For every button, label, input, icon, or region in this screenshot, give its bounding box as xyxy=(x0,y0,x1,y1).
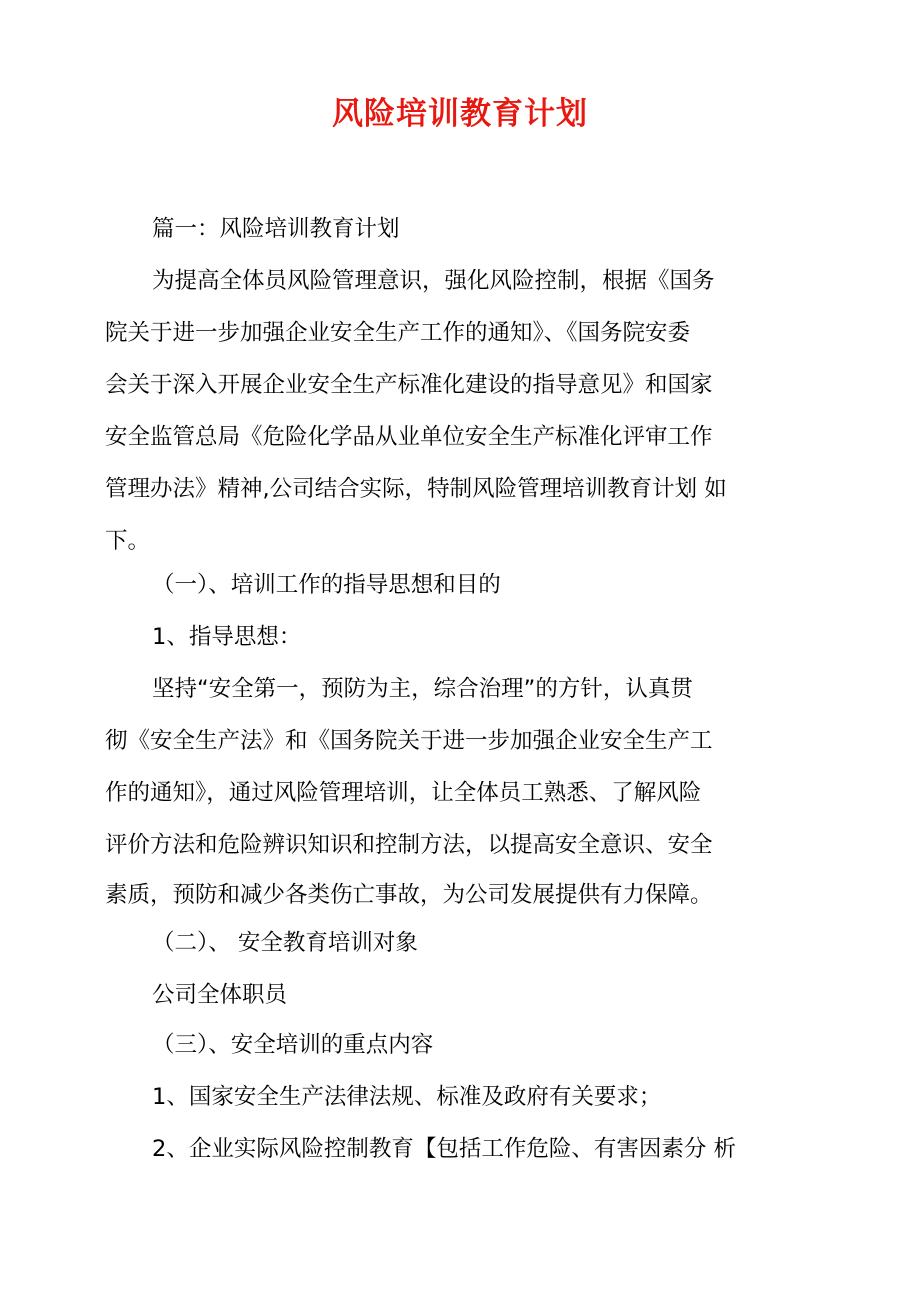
guide-line-3: 作的通知》，通过风险管理培训，让全体员工熟悉、了解风险 xyxy=(105,780,702,806)
intro-line-3: 会关于深入开展企业安全生产标准化建设的指导意见》和国家 xyxy=(105,372,713,398)
part2-body: 公司全体职员 xyxy=(152,982,288,1008)
intro-line-4: 安全监管总局《危险化学品从业单位安全生产标准化评审工作 xyxy=(105,424,713,450)
section-heading: 篇一：风险培训教育计划 xyxy=(152,216,400,242)
part3-item-1: 1、国家安全生产法律法规、标准及政府有关要求； xyxy=(152,1084,662,1110)
part3-item-2: 2、企业实际风险控制教育【包括工作危险、有害因素分 析 xyxy=(152,1136,736,1162)
part2-heading: （二）、 安全教育培训对象 xyxy=(152,930,418,956)
document-title: 风险培训教育计划 xyxy=(332,96,588,132)
intro-line-5: 管理办法》精神,公司结合实际，特制风险管理培训教育计划 如 xyxy=(105,476,727,502)
part3-heading: （三）、安全培训的重点内容 xyxy=(152,1032,434,1058)
guide-line-5: 素质，预防和减少各类伤亡事故，为公司发展提供有力保障。 xyxy=(105,882,713,908)
part1-subheading: 1、指导思想： xyxy=(152,624,302,650)
part1-heading: （一）、培训工作的指导思想和目的 xyxy=(152,572,501,598)
guide-line-2: 彻《安全生产法》和《国务院关于进一步加强企业安全生产工 xyxy=(105,728,713,754)
guide-line-4: 评价方法和危险辨识知识和控制方法，以提高安全意识、安全 xyxy=(105,832,713,858)
guide-line-1: 坚持“安全第一，预防为主，综合治理”的方针，认真贯 xyxy=(152,676,693,702)
intro-line-6: 下。 xyxy=(105,528,151,554)
intro-line-2: 院关于进一步加强企业安全生产工作的通知》、《国务院安委 xyxy=(105,320,691,346)
intro-line-1: 为提高全体员风险管理意识，强化风险控制，根据《国务 xyxy=(152,268,715,294)
